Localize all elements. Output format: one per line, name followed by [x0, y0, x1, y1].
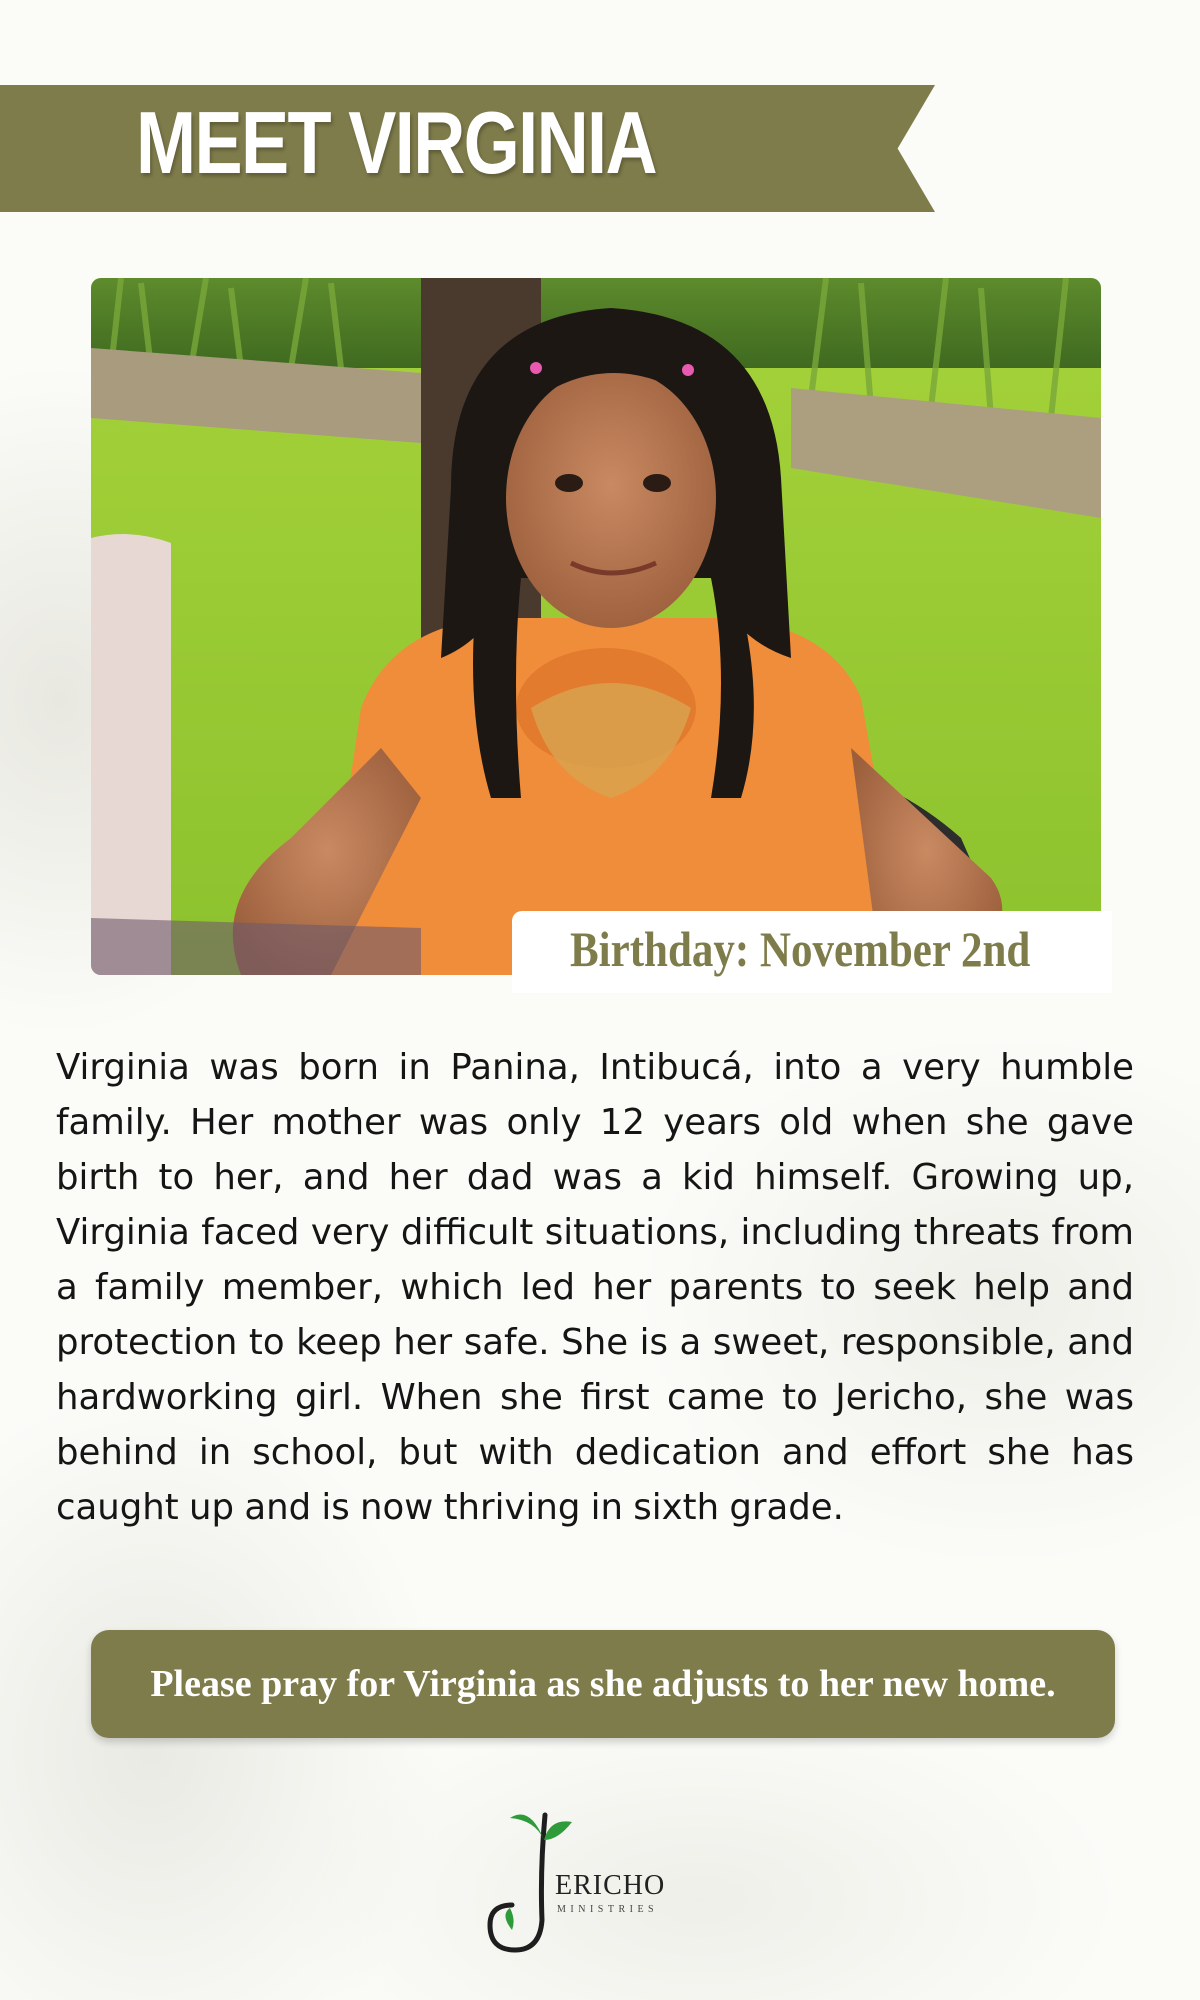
story-paragraph: Virginia was born in Panina, Intibucá, into a very humble family. Her mother was only 12 years old when she gave birth to her, and her dad was a kid himself. Growing up, Virginia faced very difficult situations, including threats from a family member, which led her parents to seek help and protection to keep her safe. She is a sweet, responsible, and hardworking girl. When she first came to Jericho, she was behind in school, but with dedication and effort she has caught up and is now thriving in sixth grade. [56, 1047, 1134, 1528]
prayer-text: Please pray for Virginia as she adjusts to her new home. [150, 1663, 1056, 1705]
photo-illustration [91, 278, 1101, 975]
prayer-banner [91, 1630, 1115, 1738]
logo-subtitle: MINISTRIES [557, 1904, 659, 1915]
page-title: MEET VIRGINIA [136, 93, 656, 192]
profile-photo [91, 278, 1101, 975]
logo-wordmark: ERICHO [555, 1870, 666, 1901]
birthday-label: Birthday: November 2nd [570, 921, 1031, 977]
